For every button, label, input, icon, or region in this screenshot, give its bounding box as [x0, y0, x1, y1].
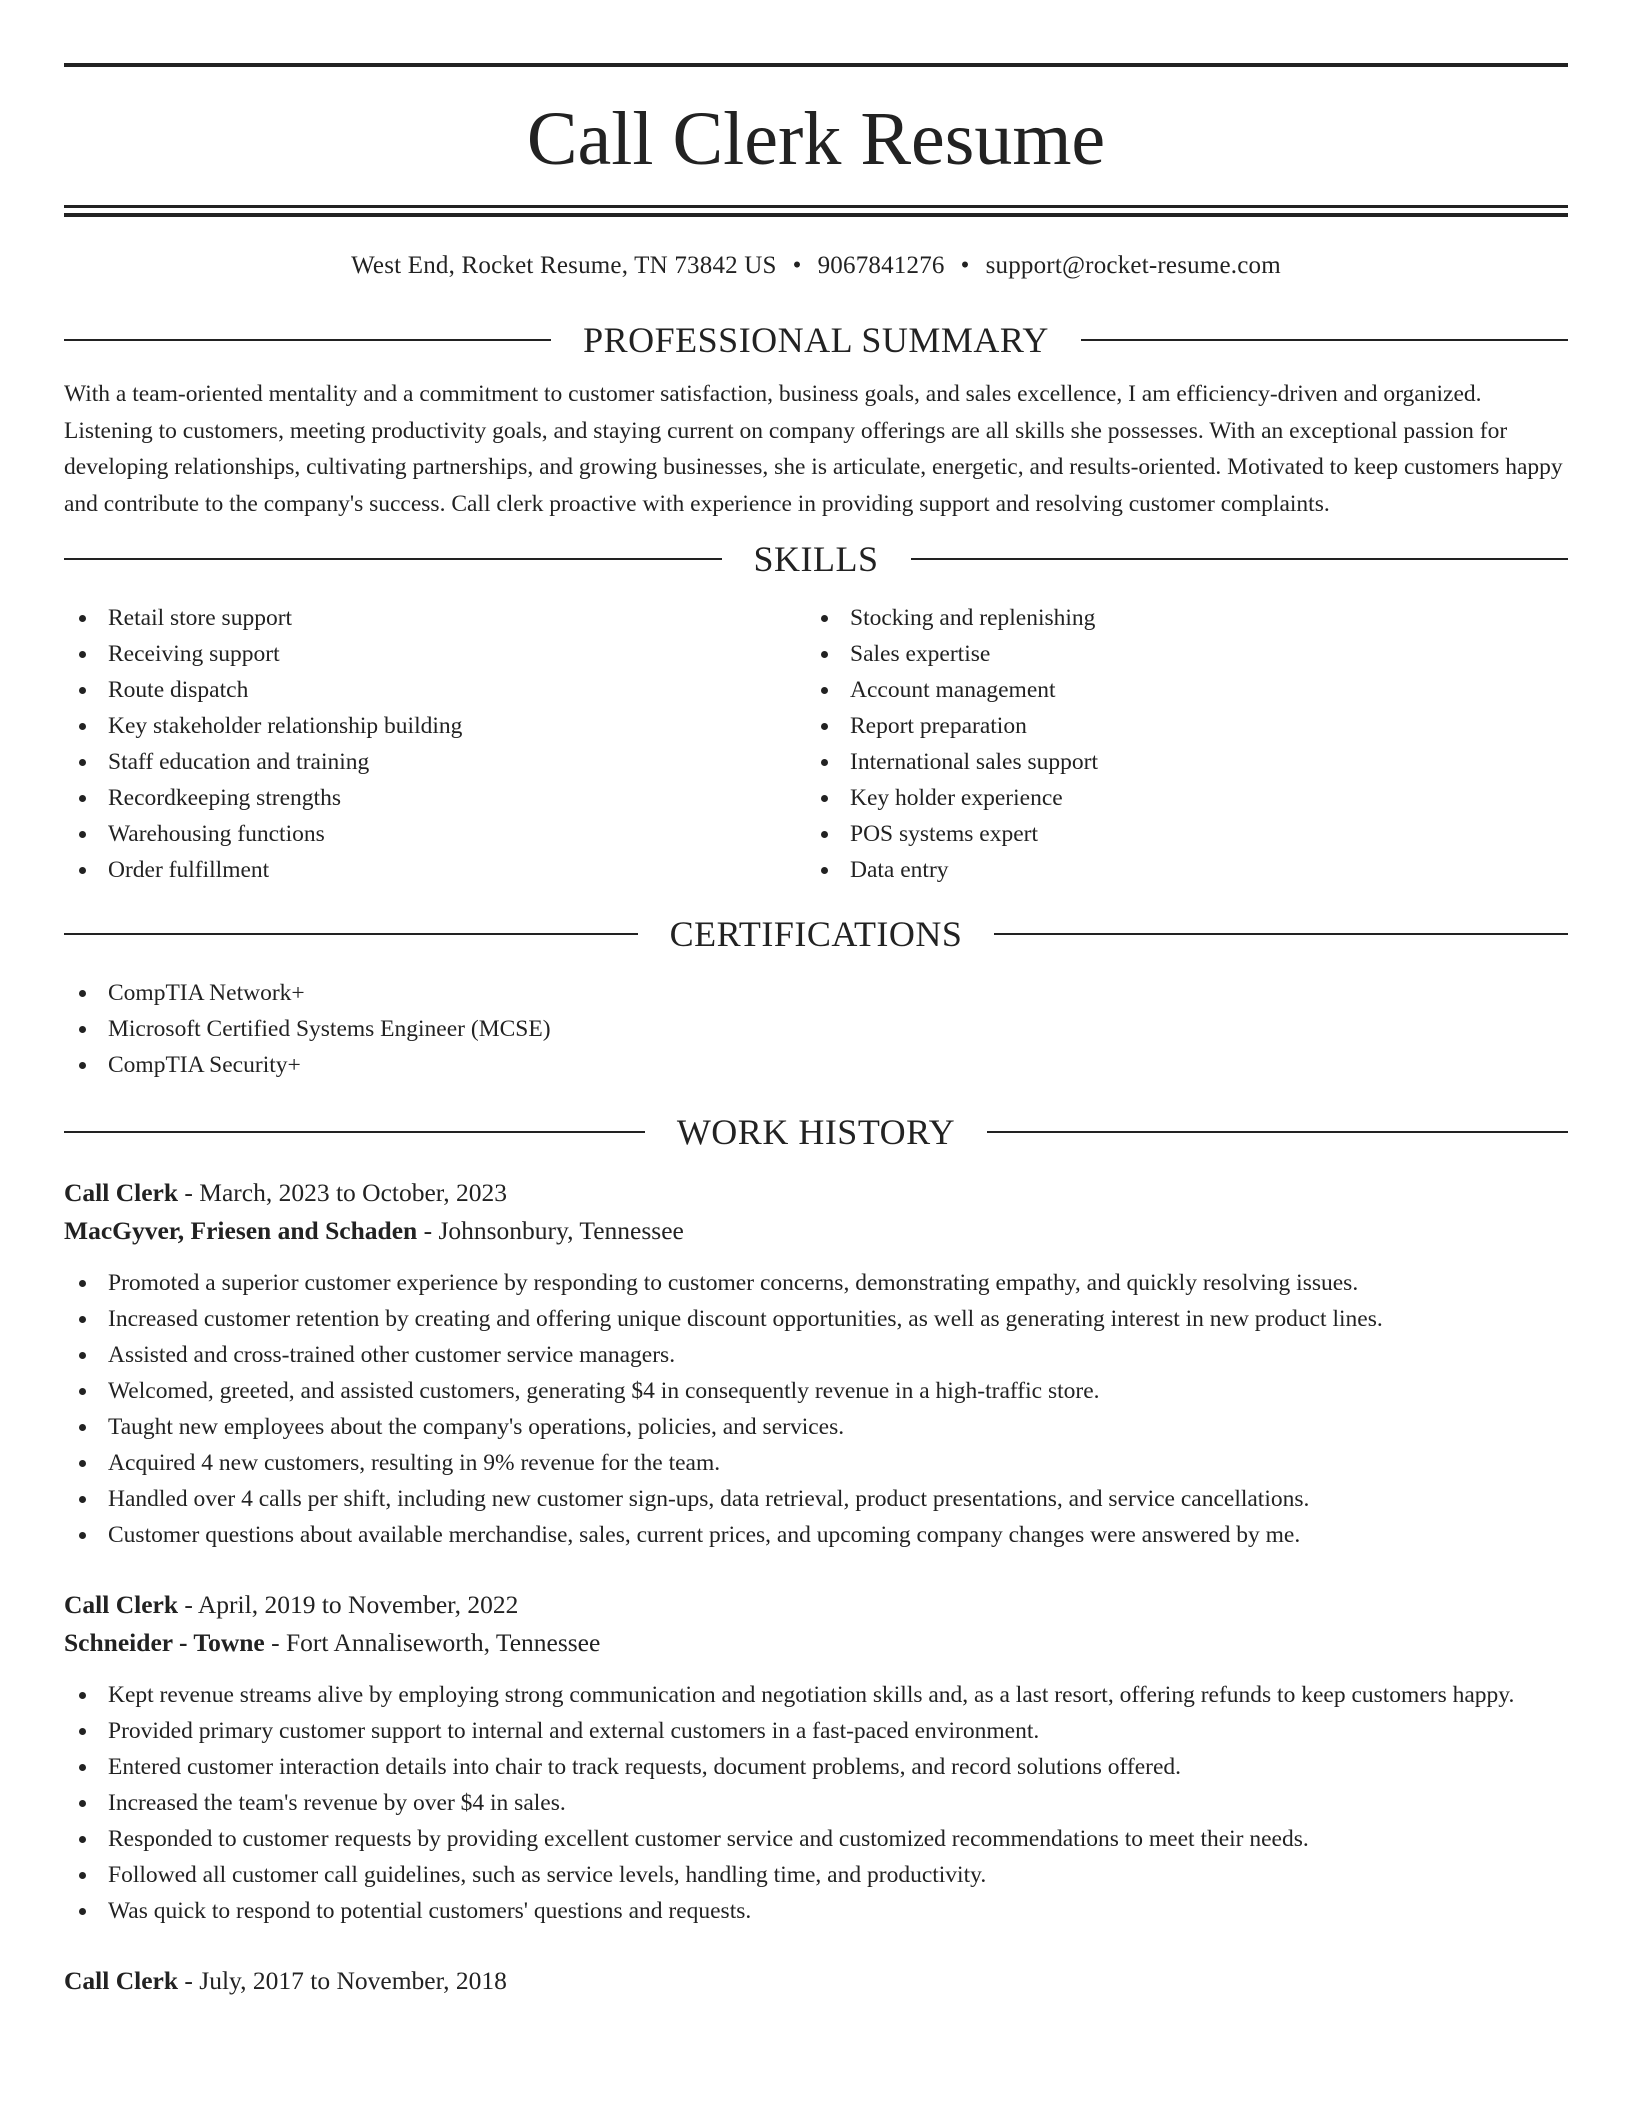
job-bullet: Increased the team's revenue by over $4 in sales.: [64, 1785, 1568, 1821]
section-title-certifications: CERTIFICATIONS: [669, 914, 963, 954]
job-company-line: [64, 1624, 1568, 1662]
job-title: Call Clerk: [64, 1178, 179, 1207]
job-entry: [64, 1174, 1568, 1553]
skill-item: Stocking and replenishing: [806, 600, 1548, 636]
job-title-line: [64, 1586, 1568, 1624]
job-entry: [64, 1962, 1568, 2000]
skill-item: Key holder experience: [806, 780, 1548, 816]
job-company-line: [64, 1212, 1568, 1250]
certification-item: CompTIA Network+: [64, 975, 1568, 1011]
job-dates: - July, 2017 to November, 2018: [184, 1966, 507, 1995]
contact-email: support@rocket-resume.com: [985, 252, 1281, 279]
skill-item: Route dispatch: [64, 672, 806, 708]
job-title: Call Clerk: [64, 1966, 179, 1995]
job-bullet: Assisted and cross-trained other customer service managers.: [64, 1337, 1568, 1373]
resume-title: Call Clerk Resume: [526, 97, 1106, 181]
job-bullets: [64, 1265, 1568, 1553]
section-rule-right: [994, 933, 1568, 935]
skill-item: Order fulfillment: [64, 852, 806, 888]
certification-item: CompTIA Security+: [64, 1047, 1568, 1083]
section-title-skills: SKILLS: [753, 539, 879, 579]
job-bullet: Was quick to respond to potential customers' questions and requests.: [64, 1893, 1568, 1929]
skill-item: Key stakeholder relationship building: [64, 708, 806, 744]
contact-phone: 9067841276: [817, 252, 945, 279]
section-title-work-history: WORK HISTORY: [676, 1112, 956, 1152]
job-title-line: [64, 1962, 1568, 2000]
skill-item: Retail store support: [64, 600, 806, 636]
job-bullet: Taught new employees about the company's operations, policies, and services.: [64, 1409, 1568, 1445]
job-bullet: Customer questions about available merchandise, sales, current prices, and upcoming company changes were answered by me.: [64, 1517, 1568, 1553]
job-dates: - April, 2019 to November, 2022: [184, 1590, 519, 1619]
job-bullet: Promoted a superior customer experience by responding to customer concerns, demonstrating empathy, and quickly resolving issues.: [64, 1265, 1568, 1301]
contact-address: West End, Rocket Resume, TN 73842 US: [351, 252, 777, 279]
job-bullet: Kept revenue streams alive by employing strong communication and negotiation skills and, as a last resort, offering refunds to keep customers happy.: [64, 1677, 1568, 1713]
job-bullet: Handled over 4 calls per shift, including new customer sign-ups, data retrieval, product presentations, and service cancellations.: [64, 1481, 1568, 1517]
certification-item: Microsoft Certified Systems Engineer (MCSE): [64, 1011, 1568, 1047]
header-double-rule: [64, 205, 1568, 217]
skill-item: POS systems expert: [806, 816, 1548, 852]
skill-item: Recordkeeping strengths: [64, 780, 806, 816]
skill-item: International sales support: [806, 744, 1548, 780]
skills-columns: [64, 600, 1568, 888]
contact-separator: •: [960, 252, 970, 279]
contact-separator: •: [792, 252, 802, 279]
job-title: Call Clerk: [64, 1590, 179, 1619]
section-rule-left: [64, 558, 722, 560]
skill-item: Staff education and training: [64, 744, 806, 780]
job-company: MacGyver, Friesen and Schaden: [64, 1216, 418, 1245]
job-bullet: Followed all customer call guidelines, such as service levels, handling time, and productivity.: [64, 1857, 1568, 1893]
contact-line: [64, 251, 1568, 281]
section-rule-right: [1081, 339, 1568, 341]
job-bullet: Acquired 4 new customers, resulting in 9% revenue for the team.: [64, 1445, 1568, 1481]
skills-list-right: [806, 600, 1548, 888]
summary-paragraph: With a team-oriented mentality and a commitment to customer satisfaction, business goals, and sales excellence, I am efficiency-driven and organized. Listening to customers, meeting productivity goals, and staying current on company offerings are all skills she possesses. With an exceptional passion for developing relationships, cultivating partnerships, and growing businesses, she is articulate, energetic, and results-oriented. Motivated to keep customers happy and contribute to the company's success. Call clerk proactive with experience in providing support and resolving customer complaints.: [64, 381, 1563, 517]
resume-page: [64, 0, 1568, 2000]
skill-item: Receiving support: [64, 636, 806, 672]
skill-item: Sales expertise: [806, 636, 1548, 672]
skill-item: Account management: [806, 672, 1548, 708]
section-header-skills: [64, 539, 1568, 579]
job-bullets: [64, 1677, 1568, 1929]
section-header-work-history: [64, 1112, 1568, 1152]
job-bullet: Welcomed, greeted, and assisted customers, generating $4 in consequently revenue in a high-traffic store.: [64, 1373, 1568, 1409]
job-title-line: [64, 1174, 1568, 1212]
job-bullet: Entered customer interaction details into chair to track requests, document problems, and record solutions offered.: [64, 1749, 1568, 1785]
skills-list-left: [64, 600, 806, 888]
job-bullet: Responded to customer requests by providing excellent customer service and customized recommendations to meet their needs.: [64, 1821, 1568, 1857]
section-header-summary: [64, 320, 1568, 360]
job-dates: - March, 2023 to October, 2023: [184, 1178, 508, 1207]
job-bullet: Provided primary customer support to internal and external customers in a fast-paced environment.: [64, 1713, 1568, 1749]
job-company: Schneider - Towne: [64, 1628, 265, 1657]
section-rule-left: [64, 339, 551, 341]
header-top-rule: [64, 63, 1568, 67]
section-header-certifications: [64, 914, 1568, 954]
skill-item: Data entry: [806, 852, 1548, 888]
section-rule-left: [64, 1131, 645, 1133]
job-bullet: Increased customer retention by creating and offering unique discount opportunities, as well as generating interest in new product lines.: [64, 1301, 1568, 1337]
certifications-list: [64, 975, 1568, 1083]
job-location: - Fort Annaliseworth, Tennessee: [271, 1628, 601, 1657]
job-location: - Johnsonbury, Tennessee: [423, 1216, 684, 1245]
job-entry: [64, 1586, 1568, 1929]
section-title-summary: PROFESSIONAL SUMMARY: [583, 320, 1049, 360]
section-rule-left: [64, 933, 638, 935]
skill-item: Report preparation: [806, 708, 1548, 744]
section-rule-right: [911, 558, 1569, 560]
skill-item: Warehousing functions: [64, 816, 806, 852]
section-rule-right: [987, 1131, 1568, 1133]
